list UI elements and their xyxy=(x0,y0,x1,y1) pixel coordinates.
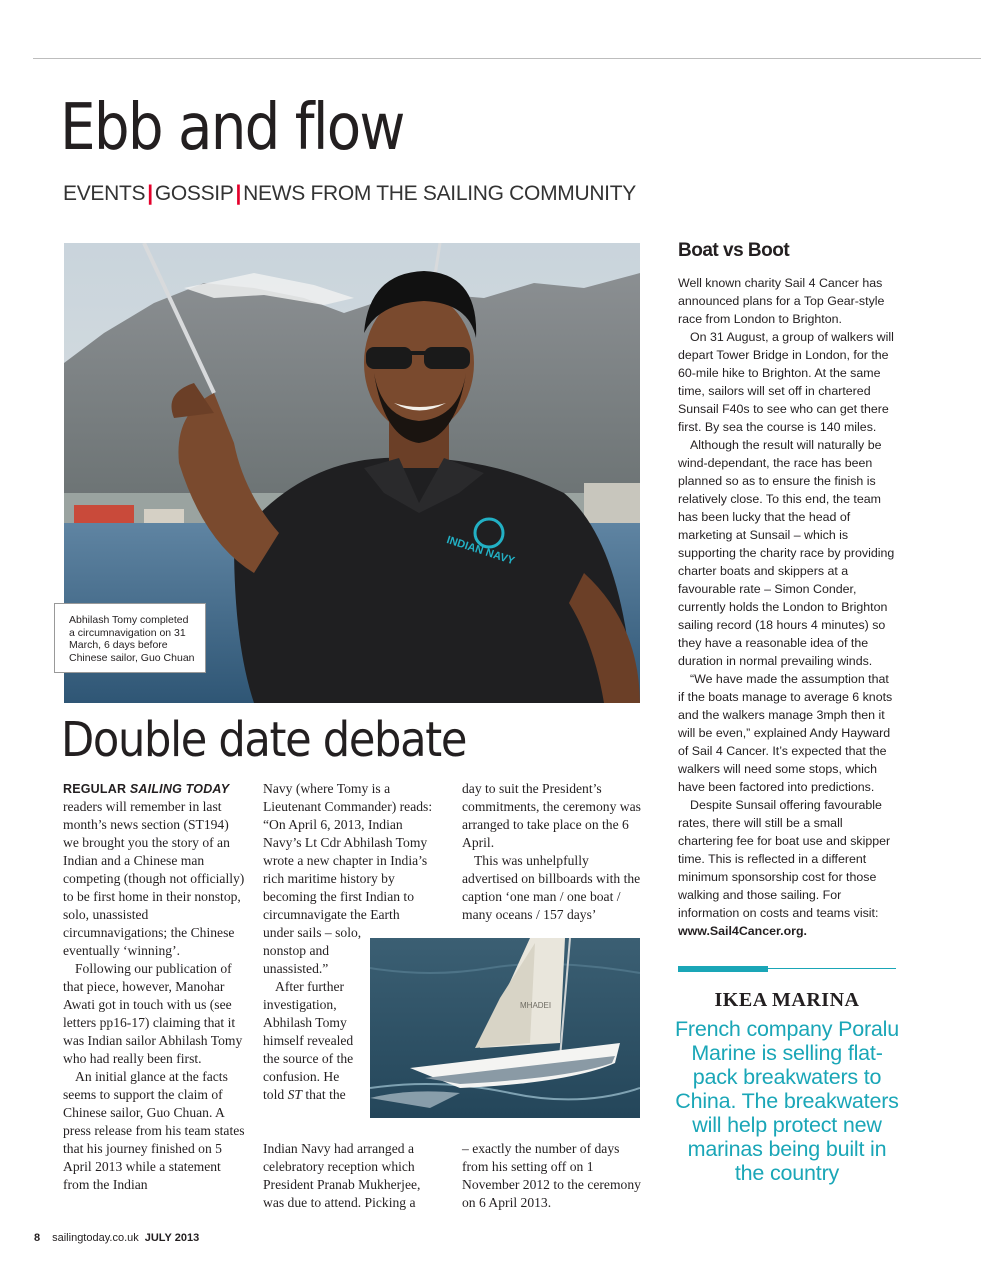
footer-site: sailingtoday.co.uk xyxy=(52,1232,139,1244)
subtitle-events: EVENTS xyxy=(63,182,146,205)
subtitle-news: NEWS FROM THE SAILING COMMUNITY xyxy=(243,182,636,205)
subtitle-gossip: GOSSIP xyxy=(154,182,234,205)
article-paragraph: under sails – solo, nonstop and unassisted.” xyxy=(263,925,362,976)
photo-caption: Abhilash Tomy completed a circumnavigation on 31 March, 6 days before Chinese sailor, Guo Chuan xyxy=(54,603,206,673)
sidebar-paragraph: Well known charity Sail 4 Cancer has announced plans for a Top Gear-style race from London to Brighton. xyxy=(678,276,885,326)
article-abbrev-st: ST xyxy=(287,1087,302,1102)
article-column-1 xyxy=(63,780,245,1194)
article-paragraph: Navy (where Tomy is a Lieutenant Commander) reads: “On April 6, 2013, Indian Navy’s Lt Cdr Abhilash Tomy wrote a new chapter in India’s rich maritime history by becoming the first Indian to circumnavigate the Earth xyxy=(263,781,433,922)
shirt-text: INDIAN NAVY xyxy=(445,534,516,568)
subtitle-separator: | xyxy=(147,182,153,205)
article-paragraph: day to suit the President’s commitments, the ceremony was arranged to take place on the 6 April. xyxy=(462,781,641,850)
sidebar-paragraph: Although the result will naturally be wind-dependant, the race has been planned so as to ensure the finish is relatively close. To this end, the team has been lucky that the head of marketing at Sunsail – which is supporting the charity race by providing charter boats and skippers at a favourable rate – Simon Conder, currently holds the London to Brighton sailing record (18 hours 4 minutes) so they have a reasonable idea of the duration in normal prevailing winds. xyxy=(678,438,895,668)
article-headline: Double date debate xyxy=(61,712,467,768)
yacht-photo xyxy=(370,938,640,1118)
article-paragraph: – exactly the number of days from his setting off on 1 November 2012 to the ceremony on 6 April 2013. xyxy=(462,1141,641,1210)
page-title: Ebb and flow xyxy=(60,91,404,165)
box-title: IKEA MARINA xyxy=(714,989,860,1011)
sidebar-paragraph: On 31 August, a group of walkers will depart Tower Bridge in London, for the 60-mile hike to Brighton. At the same time, sailors will set off in chartered Sunsail F40s to see who can get there first. By sea the course is 140 miles. xyxy=(678,330,894,434)
article-paragraph: Indian Navy had arranged a celebratory reception which President Pranab Mukherjee, was due to attend. Picking a xyxy=(263,1141,421,1210)
article-paragraph: readers will remember in last month’s news section (ST194) we brought you the story of an Indian and a Chinese man competing (though not officially) to be first home in their nonstop, solo, unassisted circumnavigations; the Chinese eventually ‘winning’. xyxy=(63,799,245,958)
box-body: French company Poralu Marine is selling flat-pack breakwaters to China. The breakwaters will help protect new marinas being built in the country xyxy=(674,1017,900,1185)
yacht-sail-label: MHADEI xyxy=(520,1001,552,1010)
article-lead-in: REGULAR xyxy=(63,782,130,796)
footer-issue: JULY 2013 xyxy=(144,1232,200,1244)
box-accent-line xyxy=(768,968,896,969)
article-column-2-narrow xyxy=(263,924,363,1104)
page-number: 8 xyxy=(34,1232,41,1244)
article-lead-publication: SAILING TODAY xyxy=(129,782,230,796)
sidebar-paragraph: Despite Sunsail offering favourable rates, there will still be a small chartering fee for boat use and skipper time. This is reflected in a different minimum sponsorship cost for those walking and those sailing. For information on costs and teams visit: xyxy=(678,798,891,920)
article-paragraph: that the xyxy=(301,1087,346,1102)
article-column-3-bottom xyxy=(462,1140,642,1212)
article-column-2-bottom xyxy=(263,1140,443,1212)
top-rule xyxy=(33,58,981,59)
article-paragraph: Following our publication of that piece, however, Manohar Awati got in touch with us (see letters pp16-17) claiming that it was Indian sailor Abhilash Tomy who had really been first. xyxy=(63,961,243,1066)
article-column-2 xyxy=(263,780,443,924)
section-subtitle xyxy=(63,182,636,206)
sidebar-title: Boat vs Boot xyxy=(678,240,790,261)
subtitle-separator: | xyxy=(235,182,242,205)
article-column-3 xyxy=(462,780,642,924)
sidebar-url-link[interactable]: www.Sail4Cancer.org. xyxy=(678,924,807,938)
article-paragraph: An initial glance at the facts seems to support the claim of Chinese sailor, Guo Chuan. A press release from his team states that his journey finished on 5 April 2013 while a statement from the Indian xyxy=(63,1069,245,1192)
sidebar-paragraph: “We have made the assumption that if the boats manage to average 6 knots and the walkers manage 3mph then it will be even,” explained Andy Hayward of Sail 4 Cancer. It’s expected that the walkers will need some stops, which have been factored into predictions. xyxy=(678,672,893,794)
article-paragraph: After further investigation, Abhilash Tomy himself revealed the source of the confusion. He told xyxy=(263,979,354,1102)
article-paragraph: This was unhelpfully advertised on billboards with the caption ‘one man / one boat / many oceans / 157 days’ xyxy=(462,853,641,922)
sidebar-article xyxy=(678,274,898,940)
page-footer xyxy=(34,1232,199,1244)
box-accent-bar xyxy=(678,966,768,972)
yacht-photo-illustration xyxy=(370,938,640,1118)
